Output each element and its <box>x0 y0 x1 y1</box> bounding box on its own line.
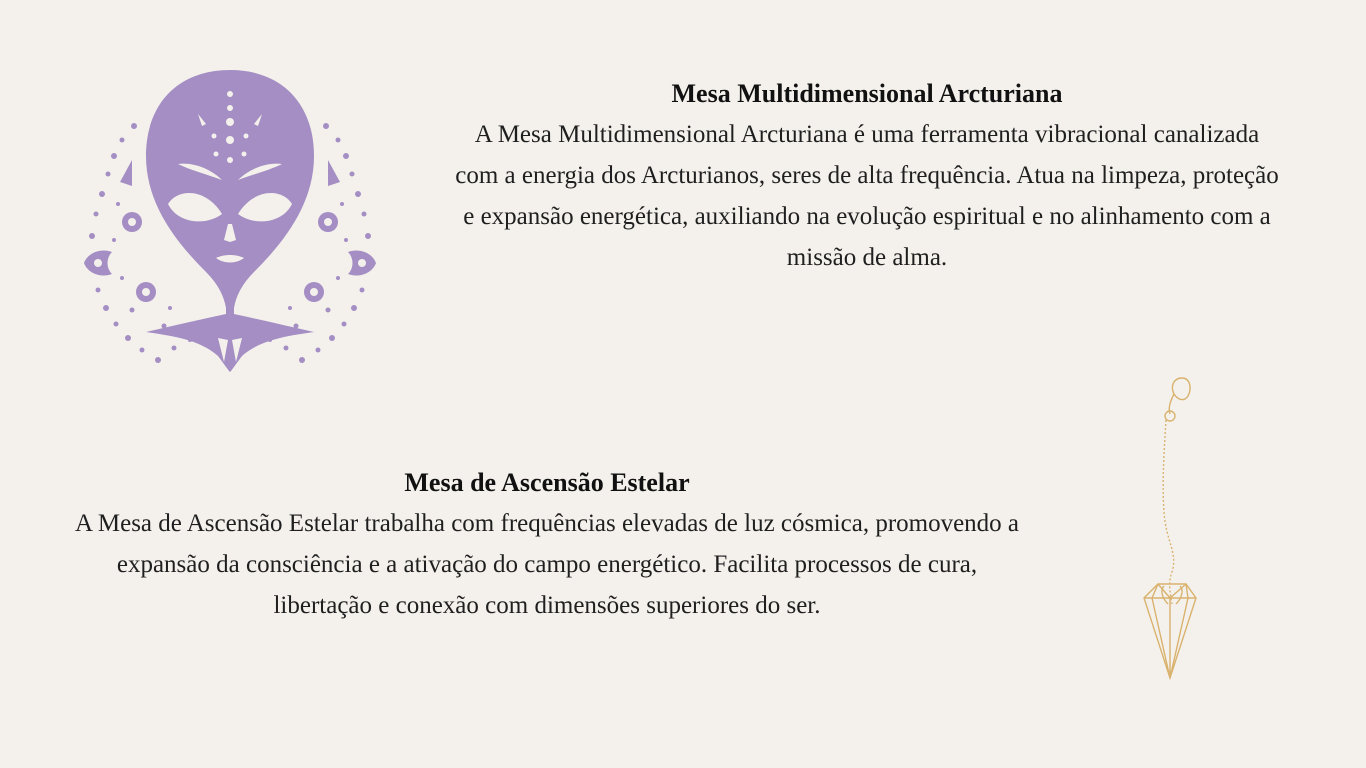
section-arcturiana <box>452 73 1282 278</box>
section-title: Mesa Multidimensional Arcturiana <box>671 79 1063 108</box>
section-title: Mesa de Ascensão Estelar <box>404 468 690 497</box>
crystal-pendulum-icon <box>1130 372 1210 684</box>
alien-head-icon <box>78 64 382 376</box>
section-body: A Mesa de Ascensão Estelar trabalha com frequências elevadas de luz cósmica, promovendo a expansão da consciência e a ativação do campo energético. Facilita processos de cura, libertação e conexão com dimensões superiores do ser. <box>74 510 1020 619</box>
section-ascensao-estelar <box>72 462 1022 626</box>
section-body: A Mesa Multidimensional Arcturiana é uma ferramenta vibracional canalizada com a energia dos Arcturianos, seres de alta frequência. Atua na limpeza, proteção e expansão energética, auxiliando na evolução espiritual e no alinhamento com a missão de alma. <box>455 121 1279 271</box>
